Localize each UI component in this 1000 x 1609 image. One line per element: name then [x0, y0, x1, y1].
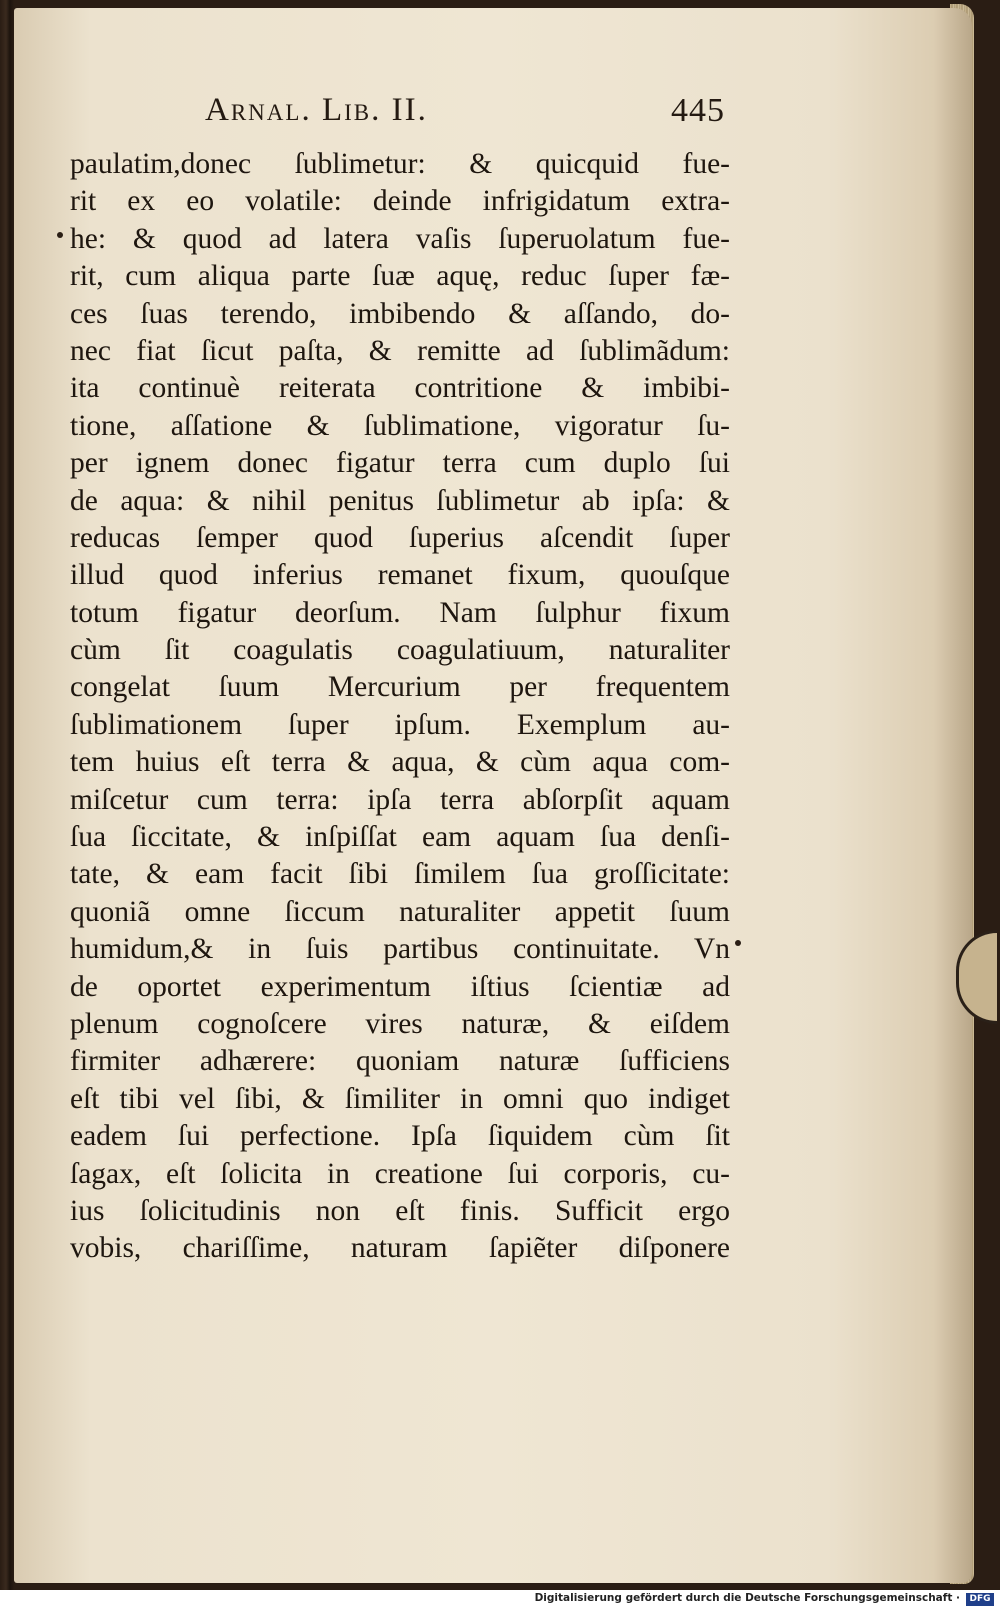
text-line: de oportet experimentum iſtius ſcientiæ ad	[70, 970, 730, 1003]
running-title: Arnal. Lib. II.	[205, 92, 428, 128]
text-line: firmiter adhærere: quoniam naturæ ſufficiens	[70, 1045, 730, 1078]
text-line: humidum,& in ſuis partibus continuitate. Vn	[70, 933, 730, 966]
text-line: totum figatur deorſum. Nam ſulphur fixum	[70, 596, 730, 629]
text-line: miſcetur cum terra: ipſa terra abſorpſit aquam	[70, 783, 730, 816]
margin-mark	[735, 940, 741, 946]
text-line: tate, & eam facit ſibi ſimilem ſua groſſicitate:	[70, 858, 730, 891]
text-line: illud quod inferius remanet fixum, quouſque	[70, 559, 730, 592]
text-line: he: & quod ad latera vaſis ſuperuolatum fue-	[70, 222, 730, 255]
text-line: per ignem donec figatur terra cum duplo ſui	[70, 447, 730, 480]
text-line: plenum cognoſcere vires naturæ, & eiſdem	[70, 1007, 730, 1040]
text-line: rit ex eo volatile: deinde infrigidatum extra-	[70, 185, 730, 218]
digitization-footer	[0, 1590, 1000, 1609]
text-line: de aqua: & nihil penitus ſublimetur ab ipſa: &	[70, 484, 730, 517]
text-line: congelat ſuum Mercurium per frequentem	[70, 671, 730, 704]
dfg-logo: DFG	[966, 1593, 994, 1606]
text-line: rit, cum aliqua parte ſuæ aquę, reduc ſuper fæ-	[70, 260, 730, 293]
text-line: ſagax, eſt ſolicita in creatione ſui corporis, cu-	[70, 1157, 730, 1190]
text-line: nec fiat ſicut paſta, & remitte ad ſublimãdum:	[70, 334, 730, 367]
text-line: quoniã omne ſiccum naturaliter appetit ſuum	[70, 895, 730, 928]
text-line: ſublimationem ſuper ipſum. Exemplum au-	[70, 708, 730, 741]
text-line: cùm ſit coagulatis coagulatiuum, naturaliter	[70, 634, 730, 667]
text-line: eadem ſui perfectione. Ipſa ſiquidem cùm ſit	[70, 1120, 730, 1153]
text-line: reducas ſemper quod ſuperius aſcendit ſuper	[70, 521, 730, 554]
body-text	[70, 146, 730, 1268]
text-line: tem huius eſt terra & aqua, & cùm aqua com-	[70, 746, 730, 779]
text-line: tione, aſſatione & ſublimatione, vigoratur ſu-	[70, 409, 730, 442]
page-number: 445	[671, 92, 725, 129]
text-line: paulatim,donec ſublimetur: & quicquid fue-	[70, 148, 730, 180]
funding-credit: Digitalisierung gefördert durch die Deutsche Forschungsgemeinschaft ·	[534, 1592, 960, 1604]
text-line: eſt tibi vel ſibi, & ſimiliter in omni quo indiget	[70, 1082, 730, 1115]
text-line: ces ſuas terendo, imbibendo & aſſando, do-	[70, 297, 730, 330]
text-line: vobis, chariſſime, naturam ſapiẽter diſponere	[70, 1232, 730, 1265]
margin-mark	[57, 232, 63, 238]
text-line: ita continuè reiterata contritione & imbibi-	[70, 372, 730, 405]
text-line: ſua ſiccitate, & inſpiſſat eam aquam ſua denſi-	[70, 821, 730, 854]
text-line: ius ſolicitudinis non eſt finis. Sufficit ergo	[70, 1194, 730, 1227]
page-header	[205, 92, 725, 142]
